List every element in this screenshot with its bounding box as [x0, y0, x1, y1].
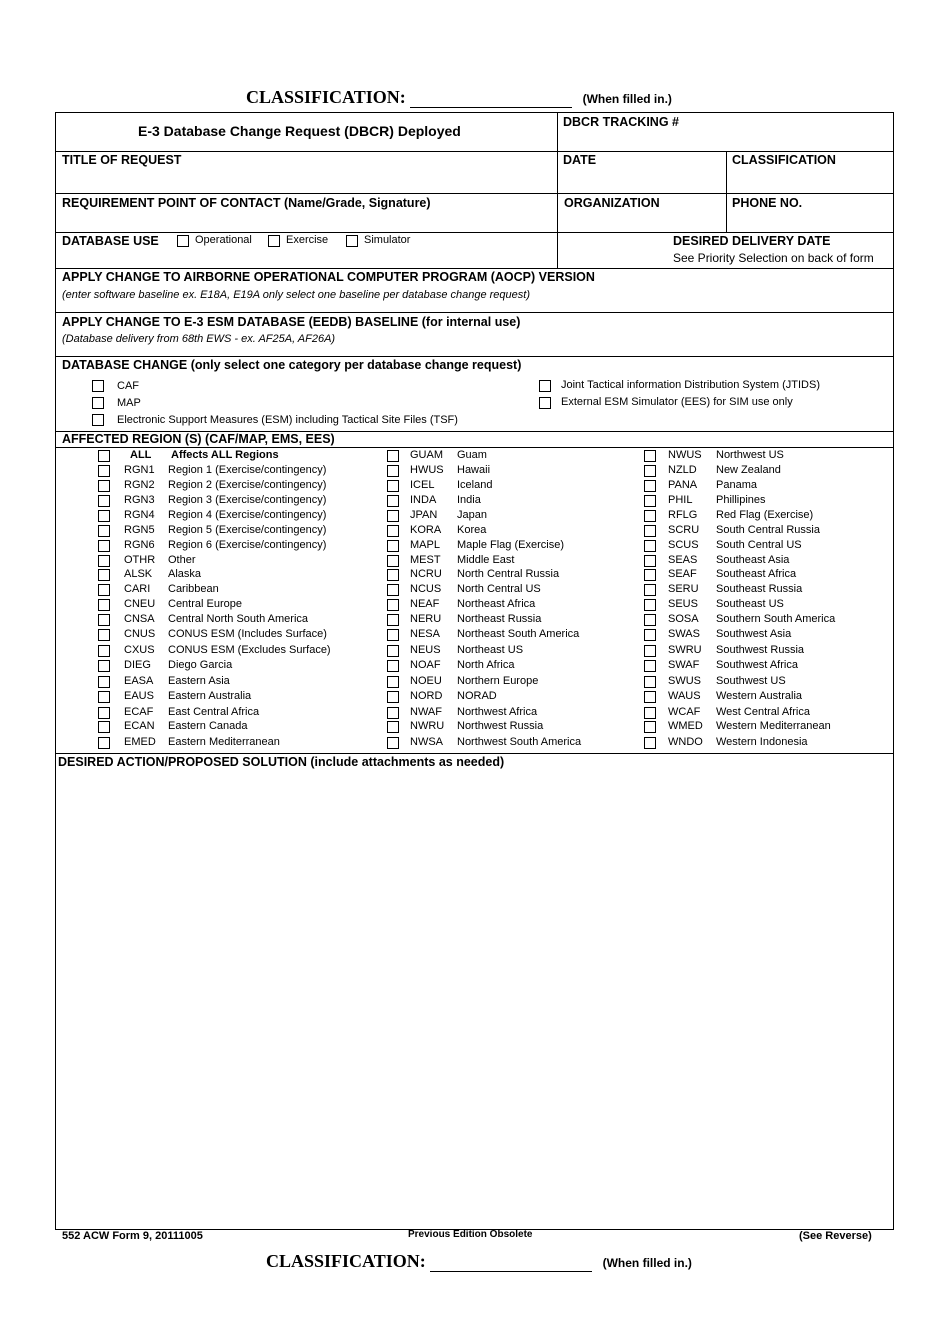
tracking-label: DBCR TRACKING # [563, 115, 679, 129]
organization-label: ORGANIZATION [564, 196, 660, 210]
region-checkbox-hwus[interactable] [387, 465, 399, 477]
region-checkbox-sosa[interactable] [644, 614, 656, 626]
region-checkbox-seus[interactable] [644, 599, 656, 611]
region-checkbox-icel[interactable] [387, 480, 399, 492]
region-code-all: ALL [130, 449, 152, 461]
desired-action-label: DESIRED ACTION/PROPOSED SOLUTION (include attachments as needed) [58, 755, 505, 769]
region-name-mapl: Maple Flag (Exercise) [457, 539, 564, 551]
region-code-ecaf: ECAF [124, 706, 154, 718]
region-name-nwru: Northwest Russia [457, 720, 544, 732]
region-code-neus: NEUS [410, 644, 441, 656]
database-change-label: DATABASE CHANGE (only select one category per database change request) [62, 358, 522, 372]
map-checkbox[interactable] [92, 397, 104, 409]
region-checkbox-noaf[interactable] [387, 660, 399, 672]
region-code-neru: NERU [410, 613, 442, 625]
region-name-jpan: Japan [457, 509, 487, 521]
simulator-checkbox[interactable] [346, 235, 358, 247]
region-name-othr: Other [168, 554, 196, 566]
region-checkbox-ecaf[interactable] [98, 707, 110, 719]
region-name-eaus: Eastern Australia [168, 690, 252, 702]
region-checkbox-swaf[interactable] [644, 660, 656, 672]
region-checkbox-dieg[interactable] [98, 660, 110, 672]
region-checkbox-seru[interactable] [644, 584, 656, 596]
region-checkbox-scus[interactable] [644, 540, 656, 552]
title-of-request-field[interactable] [60, 170, 554, 190]
region-checkbox-nwus[interactable] [644, 450, 656, 462]
region-checkbox-nwsa[interactable] [387, 737, 399, 749]
ees-label: External ESM Simulator (EES) for SIM use only [561, 396, 793, 408]
aocp-note: (enter software baseline ex. E18A, E19A only select one baseline per database change request) [62, 289, 530, 301]
region-code-dieg: DIEG [124, 659, 151, 671]
region-code-rgn6: RGN6 [124, 539, 155, 551]
region-checkbox-neaf[interactable] [387, 599, 399, 611]
region-name-seru: Southeast Russia [716, 583, 803, 595]
see-reverse: (See Reverse) [799, 1230, 872, 1242]
delivery-date-note: See Priority Selection on back of form [673, 251, 874, 265]
region-name-icel: Iceland [457, 479, 493, 491]
region-name-ncus: North Central US [457, 583, 541, 595]
region-code-waus: WAUS [668, 690, 701, 702]
jtids-label: Joint Tactical information Distribution System (JTIDS) [561, 379, 820, 391]
region-code-neaf: NEAF [410, 598, 440, 610]
region-checkbox-inda[interactable] [387, 495, 399, 507]
region-code-nwsa: NWSA [410, 736, 443, 748]
form-title: E-3 Database Change Request (DBCR) Deployed [138, 123, 461, 139]
caf-label: CAF [117, 380, 139, 392]
region-name-nesa: Northeast South America [457, 628, 580, 640]
region-name-guam: Guam [457, 449, 487, 461]
region-checkbox-swus[interactable] [644, 676, 656, 688]
region-name-noaf: North Africa [457, 659, 515, 671]
region-name-seas: Southeast Asia [716, 554, 790, 566]
region-name-rgn3: Region 3 (Exercise/contingency) [168, 494, 327, 506]
region-code-noaf: NOAF [410, 659, 441, 671]
region-code-swas: SWAS [668, 628, 700, 640]
region-code-emed: EMED [124, 736, 156, 748]
region-name-all: Affects ALL Regions [171, 449, 279, 461]
region-checkbox-wcaf[interactable] [644, 707, 656, 719]
region-checkbox-cneu[interactable] [98, 599, 110, 611]
region-code-ncru: NCRU [410, 568, 442, 580]
region-name-seus: Southeast US [716, 598, 784, 610]
region-name-wndo: Western Indonesia [716, 736, 808, 748]
region-code-ncus: NCUS [410, 583, 442, 595]
region-code-swaf: SWAF [668, 659, 700, 671]
region-name-nwaf: Northwest Africa [457, 706, 538, 718]
region-checkbox-mapl[interactable] [387, 540, 399, 552]
region-checkbox-cxus[interactable] [98, 645, 110, 657]
poc-field[interactable] [60, 212, 554, 230]
region-code-kora: KORA [410, 524, 442, 536]
region-checkbox-ncru[interactable] [387, 569, 399, 581]
region-checkbox-waus[interactable] [644, 691, 656, 703]
region-name-cneu: Central Europe [168, 598, 242, 610]
region-name-kora: Korea [457, 524, 487, 536]
region-checkbox-swru[interactable] [644, 645, 656, 657]
region-name-pana: Panama [716, 479, 757, 491]
region-code-nwaf: NWAF [410, 706, 442, 718]
region-code-pana: PANA [668, 479, 698, 491]
region-checkbox-kora[interactable] [387, 525, 399, 537]
region-code-swus: SWUS [668, 675, 701, 687]
region-name-dieg: Diego Garcia [168, 659, 233, 671]
operational-checkbox[interactable] [177, 235, 189, 247]
region-name-nzld: New Zealand [716, 464, 781, 476]
bottom-classification-label: CLASSIFICATION: [266, 1251, 426, 1271]
desired-action-field[interactable] [58, 773, 890, 1225]
simulator-label: Simulator [364, 234, 411, 246]
region-code-eaus: EAUS [124, 690, 154, 702]
region-code-cnus: CNUS [124, 628, 156, 640]
region-checkbox-ncus[interactable] [387, 584, 399, 596]
region-name-easa: Eastern Asia [168, 675, 230, 687]
region-code-rgn2: RGN2 [124, 479, 155, 491]
region-code-nesa: NESA [410, 628, 440, 640]
region-code-seus: SEUS [668, 598, 698, 610]
region-name-rgn4: Region 4 (Exercise/contingency) [168, 509, 327, 521]
region-code-othr: OTHR [124, 554, 156, 566]
region-checkbox-cnus[interactable] [98, 629, 110, 641]
region-checkbox-rgn6[interactable] [98, 540, 110, 552]
delivery-date-label: DESIRED DELIVERY DATE [673, 234, 831, 248]
region-code-wcaf: WCAF [668, 706, 701, 718]
region-code-cnsa: CNSA [124, 613, 155, 625]
form-id: 552 ACW Form 9, 20111005 [62, 1230, 203, 1242]
region-name-alsk: Alaska [168, 568, 202, 580]
database-use-label: DATABASE USE [62, 234, 159, 248]
top-classification-note: (When filled in.) [582, 92, 672, 106]
region-code-jpan: JPAN [410, 509, 438, 521]
region-checkbox-jpan[interactable] [387, 510, 399, 522]
region-checkbox-rflg[interactable] [644, 510, 656, 522]
region-code-alsk: ALSK [124, 568, 153, 580]
region-name-emed: Eastern Mediterranean [168, 736, 280, 748]
region-checkbox-mest[interactable] [387, 555, 399, 567]
region-checkbox-alsk[interactable] [98, 569, 110, 581]
classification-label: CLASSIFICATION [732, 153, 836, 167]
phone-field[interactable] [729, 212, 891, 230]
region-code-rgn5: RGN5 [124, 524, 155, 536]
region-name-sosa: Southern South America [716, 613, 836, 625]
top-classification [246, 87, 672, 108]
region-checkbox-noeu[interactable] [387, 676, 399, 688]
region-checkbox-nwru[interactable] [387, 721, 399, 733]
region-checkbox-nord[interactable] [387, 691, 399, 703]
region-name-waus: Western Australia [716, 690, 803, 702]
region-name-nwus: Northwest US [716, 449, 784, 461]
region-checkbox-rgn2[interactable] [98, 480, 110, 492]
region-code-cneu: CNEU [124, 598, 156, 610]
map-label: MAP [117, 397, 141, 409]
region-code-guam: GUAM [410, 449, 443, 461]
region-name-neus: Northeast US [457, 644, 524, 656]
region-checkbox-othr[interactable] [98, 555, 110, 567]
region-checkbox-rgn4[interactable] [98, 510, 110, 522]
region-name-rflg: Red Flag (Exercise) [716, 509, 814, 521]
region-checkbox-wmed[interactable] [644, 721, 656, 733]
region-name-rgn2: Region 2 (Exercise/contingency) [168, 479, 327, 491]
title-of-request-label: TITLE OF REQUEST [62, 153, 182, 167]
region-code-seru: SERU [668, 583, 699, 595]
region-checkbox-pana[interactable] [644, 480, 656, 492]
esm-label: Electronic Support Measures (ESM) including Tactical Site Files (TSF) [117, 414, 458, 426]
region-name-cxus: CONUS ESM (Excludes Surface) [168, 644, 331, 656]
region-checkbox-neus[interactable] [387, 645, 399, 657]
region-name-swru: Southwest Russia [716, 644, 805, 656]
region-name-rgn5: Region 5 (Exercise/contingency) [168, 524, 327, 536]
region-code-seaf: SEAF [668, 568, 697, 580]
region-code-noeu: NOEU [410, 675, 442, 687]
region-checkbox-nwaf[interactable] [387, 707, 399, 719]
region-code-nord: NORD [410, 690, 443, 702]
date-label: DATE [563, 153, 597, 167]
region-checkbox-easa[interactable] [98, 676, 110, 688]
region-name-hwus: Hawaii [457, 464, 491, 476]
ees-checkbox[interactable] [539, 397, 551, 409]
classification-field[interactable] [729, 170, 891, 190]
region-name-scus: South Central US [716, 539, 802, 551]
region-name-neaf: Northeast Africa [457, 598, 536, 610]
esm-checkbox[interactable] [92, 414, 104, 426]
region-name-swus: Southwest US [716, 675, 786, 687]
region-code-ecan: ECAN [124, 720, 155, 732]
region-name-noeu: Northern Europe [457, 675, 539, 687]
region-name-cnus: CONUS ESM (Includes Surface) [168, 628, 327, 640]
region-name-cari: Caribbean [168, 583, 219, 595]
region-name-inda: India [457, 494, 481, 506]
region-checkbox-emed[interactable] [98, 737, 110, 749]
region-code-wmed: WMED [668, 720, 703, 732]
region-name-rgn1: Region 1 (Exercise/contingency) [168, 464, 327, 476]
region-checkbox-swas[interactable] [644, 629, 656, 641]
top-classification-label: CLASSIFICATION: [246, 87, 406, 107]
region-name-cnsa: Central North South America [168, 613, 309, 625]
region-code-nwru: NWRU [410, 720, 445, 732]
jtids-checkbox[interactable] [539, 380, 551, 392]
region-code-nwus: NWUS [668, 449, 702, 461]
bottom-classification-field[interactable] [430, 1257, 592, 1272]
region-checkbox-eaus[interactable] [98, 691, 110, 703]
region-name-ecan: Eastern Canada [168, 720, 248, 732]
region-checkbox-rgn5[interactable] [98, 525, 110, 537]
region-code-icel: ICEL [410, 479, 435, 491]
region-name-seaf: Southeast Africa [716, 568, 797, 580]
region-code-phil: PHIL [668, 494, 693, 506]
affected-regions-label: AFFECTED REGION (S) (CAF/MAP, EMS, EES) [62, 432, 335, 446]
region-name-wmed: Western Mediterranean [716, 720, 831, 732]
bottom-classification-note: (When filled in.) [602, 1256, 692, 1270]
region-name-phil: Phillipines [716, 494, 766, 506]
operational-label: Operational [195, 234, 252, 246]
region-checkbox-seaf[interactable] [644, 569, 656, 581]
aocp-label: APPLY CHANGE TO AIRBORNE OPERATIONAL COMPUTER PROGRAM (AOCP) VERSION [62, 270, 595, 284]
caf-checkbox[interactable] [92, 380, 104, 392]
region-code-easa: EASA [124, 675, 154, 687]
eedb-note: (Database delivery from 68th EWS - ex. AF25A, AF26A) [62, 333, 336, 345]
region-checkbox-phil[interactable] [644, 495, 656, 507]
region-code-scus: SCUS [668, 539, 699, 551]
region-name-ecaf: East Central Africa [168, 706, 260, 718]
region-name-nord: NORAD [457, 690, 497, 702]
region-name-ncru: North Central Russia [457, 568, 560, 580]
region-name-swaf: Southwest Africa [716, 659, 798, 671]
tracking-field[interactable] [560, 132, 890, 149]
region-name-swas: Southwest Asia [716, 628, 792, 640]
region-code-mapl: MAPL [410, 539, 440, 551]
region-checkbox-nesa[interactable] [387, 629, 399, 641]
region-checkbox-guam[interactable] [387, 450, 399, 462]
region-code-cxus: CXUS [124, 644, 155, 656]
region-checkbox-cnsa[interactable] [98, 614, 110, 626]
date-field[interactable] [560, 170, 724, 190]
region-code-rgn1: RGN1 [124, 464, 155, 476]
region-checkbox-nzld[interactable] [644, 465, 656, 477]
region-code-hwus: HWUS [410, 464, 444, 476]
phone-label: PHONE NO. [732, 196, 803, 210]
region-code-sosa: SOSA [668, 613, 699, 625]
edition-note: Previous Edition Obsolete [408, 1229, 533, 1240]
exercise-label: Exercise [286, 234, 329, 246]
region-checkbox-ecan[interactable] [98, 721, 110, 733]
region-checkbox-all[interactable] [98, 450, 110, 462]
region-code-inda: INDA [410, 494, 437, 506]
region-code-scru: SCRU [668, 524, 700, 536]
region-name-neru: Northeast Russia [457, 613, 542, 625]
region-name-wcaf: West Central Africa [716, 706, 810, 718]
region-name-mest: Middle East [457, 554, 515, 566]
region-name-nwsa: Northwest South America [457, 736, 582, 748]
region-checkbox-seas[interactable] [644, 555, 656, 567]
region-code-rflg: RFLG [668, 509, 698, 521]
region-checkbox-wndo[interactable] [644, 737, 656, 749]
region-code-rgn4: RGN4 [124, 509, 155, 521]
region-checkbox-rgn3[interactable] [98, 495, 110, 507]
region-code-cari: CARI [124, 583, 151, 595]
region-code-swru: SWRU [668, 644, 702, 656]
region-code-nzld: NZLD [668, 464, 697, 476]
region-checkbox-rgn1[interactable] [98, 465, 110, 477]
region-code-wndo: WNDO [668, 736, 703, 748]
region-checkbox-scru[interactable] [644, 525, 656, 537]
region-code-mest: MEST [410, 554, 441, 566]
region-code-rgn3: RGN3 [124, 494, 155, 506]
eedb-label: APPLY CHANGE TO E-3 ESM DATABASE (EEDB) BASELINE (for internal use) [62, 315, 521, 329]
region-name-rgn6: Region 6 (Exercise/contingency) [168, 539, 327, 551]
region-checkbox-cari[interactable] [98, 584, 110, 596]
poc-label: REQUIREMENT POINT OF CONTACT (Name/Grade, Signature) [62, 196, 431, 210]
region-checkbox-neru[interactable] [387, 614, 399, 626]
top-classification-field[interactable] [410, 93, 572, 108]
region-name-scru: South Central Russia [716, 524, 820, 536]
bottom-classification [266, 1251, 692, 1272]
region-code-seas: SEAS [668, 554, 698, 566]
organization-field[interactable] [560, 212, 724, 230]
exercise-checkbox[interactable] [268, 235, 280, 247]
